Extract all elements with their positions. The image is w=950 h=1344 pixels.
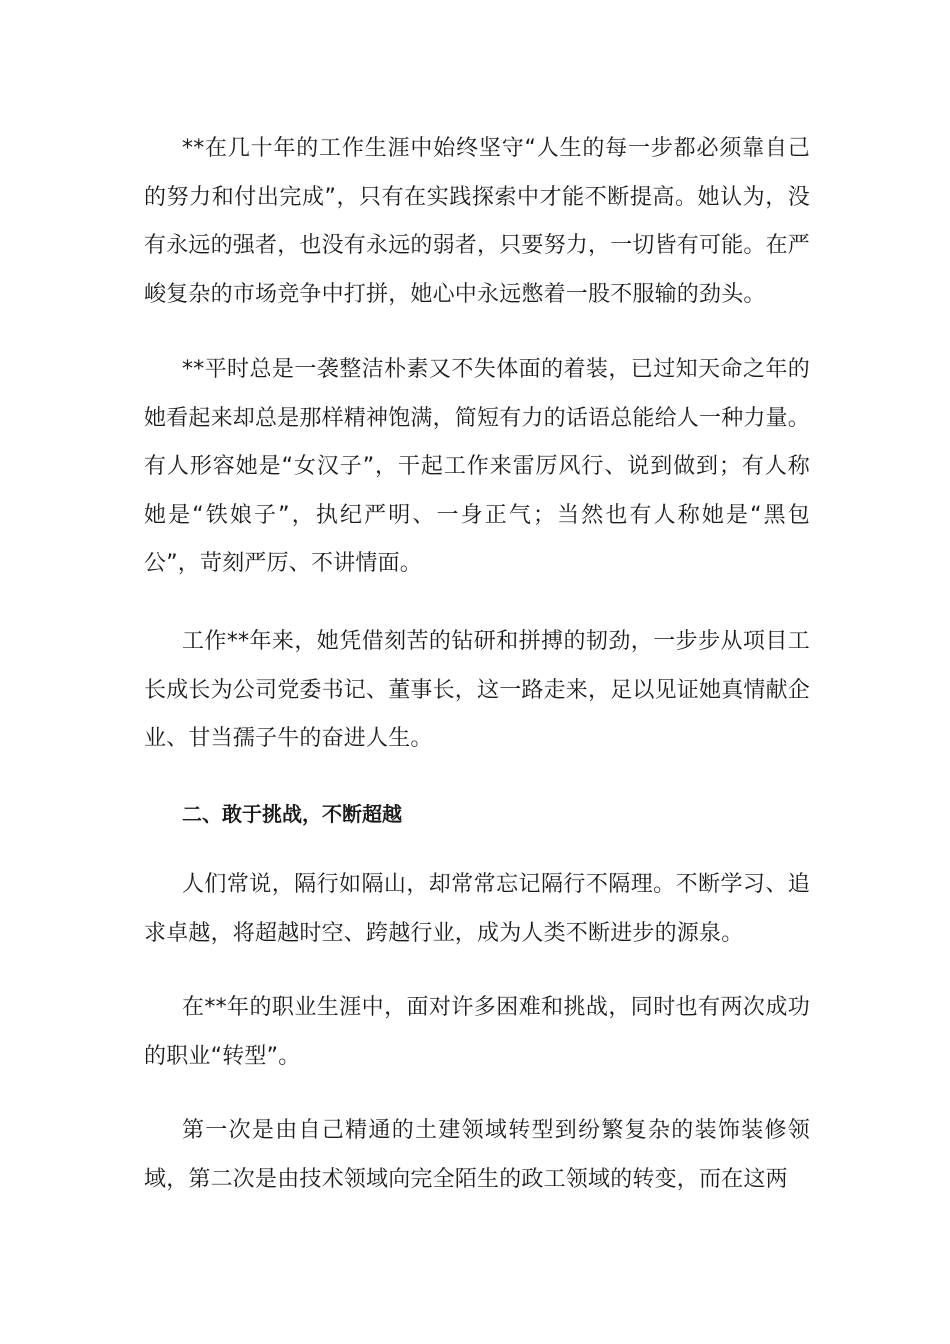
paragraph-2: **平时总是一袭整洁朴素又不失体面的着装，已过知天命之年的她看起来却总是那样精神饱满，简短有力的话语总能给人一种力量。有人形容她是“女汉子”，干起工作来雷厉风行、说到做到；有人称她是“铁娘子”，执纪严明、一身正气；当然也有人称她是“黑包公”，苛刻严厉、不讲情面。 [144, 357, 811, 576]
paragraph-5: 在**年的职业生涯中，面对许多困难和挑战，同时也有两次成功的职业“转型”。 [144, 995, 810, 1069]
paragraph-1: **在几十年的工作生涯中始终坚守“人生的每一步都必须靠自己的努力和付出完成”，只有在实践探索中才能不断提高。她认为，没有永远的强者，也没有永远的弱者，只要努力，一切皆有可能。在严峻复杂的市场竞争中打拼，她心中永远憋着一股不服输的劲头。 [144, 136, 811, 307]
paragraph-3: 工作**年来，她凭借刻苦的钻研和拼搏的韧劲，一步步从项目工长成长为公司党委书记、董事长，这一路走来，足以见证她真情献企业、甘当孺子牛的奋进人生。 [144, 629, 811, 751]
paragraph-6: 第一次是由自己精通的土建领域转型到纷繁复杂的装饰装修领域，第二次是由技术领域向完全陌生的政工领域的转变，而在这两 [144, 1118, 810, 1192]
paragraph-4: 人们常说，隔行如隔山，却常常忘记隔行不隔理。不断学习、追求卓越，将超越时空、跨越行业，成为人类不断进步的源泉。 [144, 872, 810, 946]
section-heading: 二、敢于挑战，不断超越 [182, 802, 402, 826]
